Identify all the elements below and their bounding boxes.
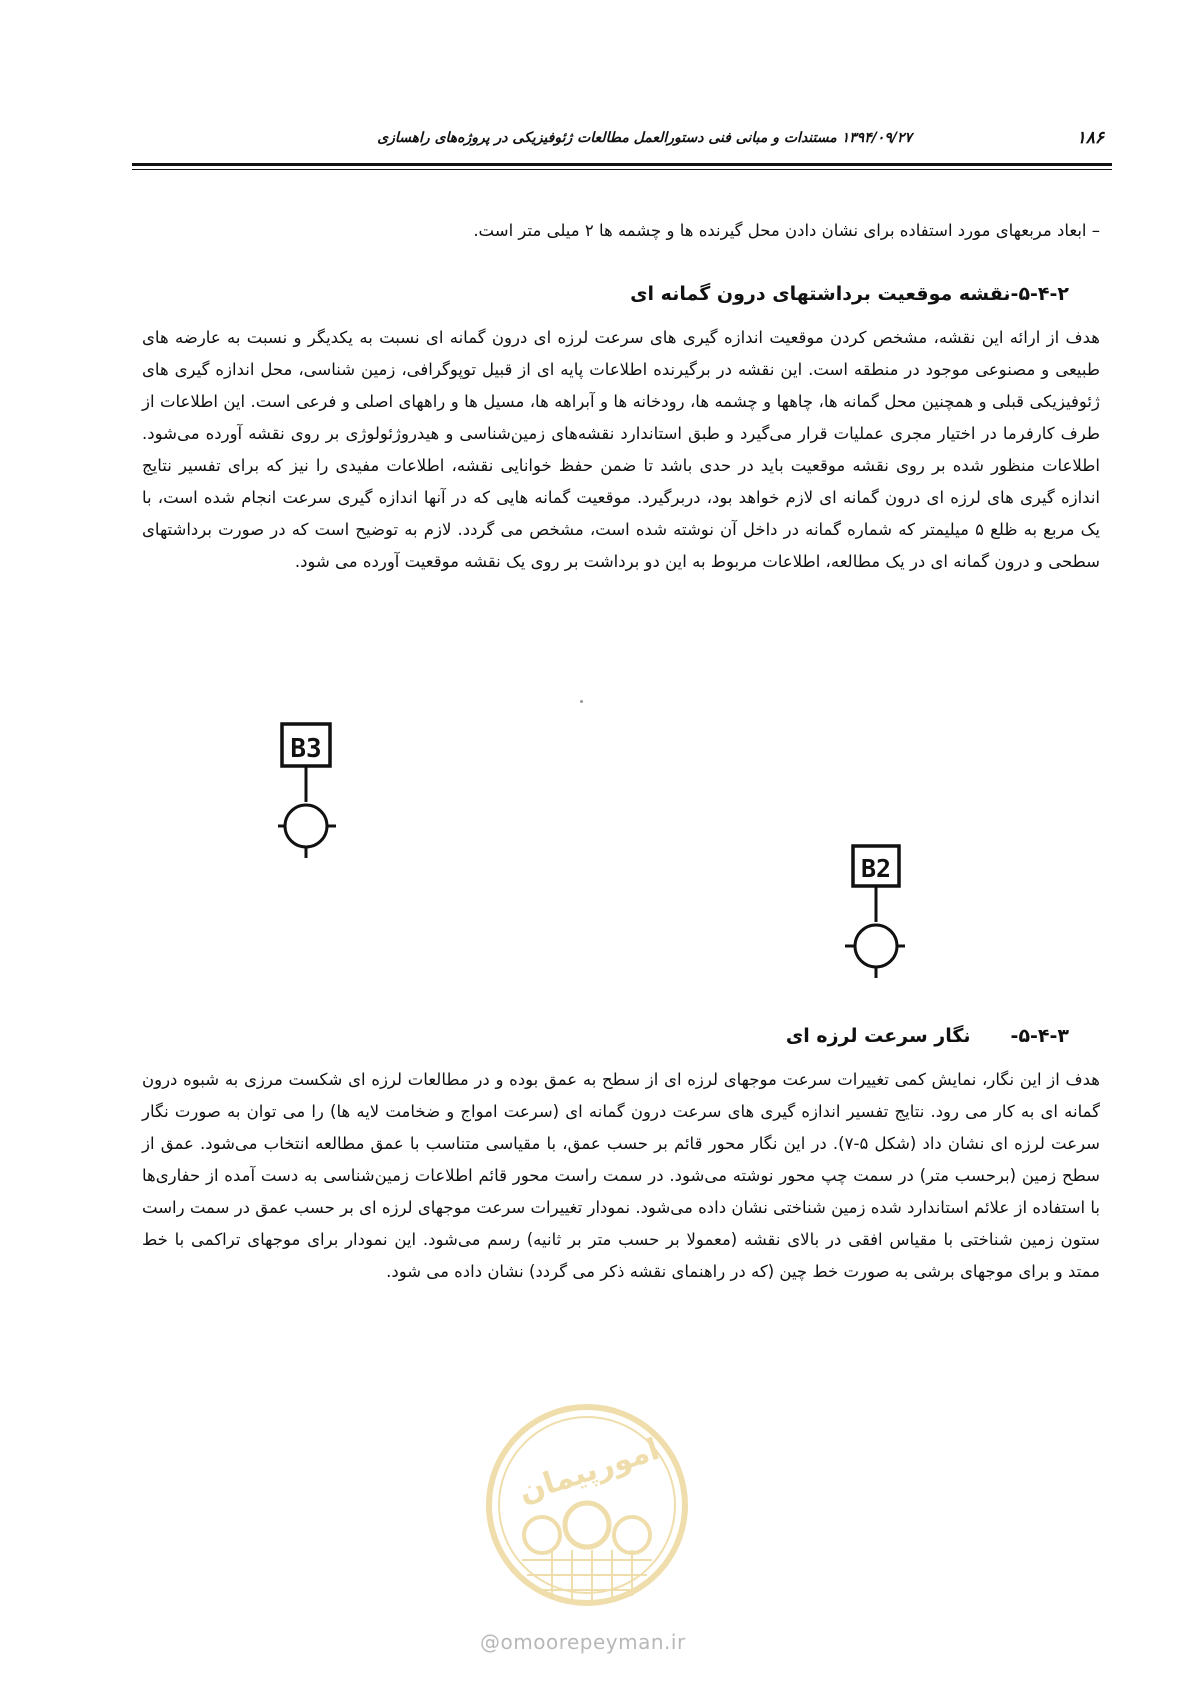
- header-rule-thick: [132, 163, 1112, 166]
- b3-label: B3: [290, 734, 322, 764]
- borehole-symbol-b2: [845, 842, 945, 992]
- watermark-logo: [482, 1400, 692, 1610]
- page-number: ۱۸۶: [1076, 128, 1104, 148]
- section-number: ۵-۴-۳-: [1010, 1025, 1069, 1047]
- svg-text:امورپیمان: امورپیمان: [514, 1431, 664, 1511]
- section-heading-velocity-log: [786, 1025, 1069, 1047]
- section-title: نگار سرعت لرزه ای: [785, 1025, 971, 1047]
- page-header: [132, 118, 1112, 158]
- stray-dot: [580, 700, 583, 703]
- section-heading-borehole-map: ۵-۴-۲-نقشه موقعیت برداشتهای درون گمانه ای: [630, 283, 1069, 305]
- paragraph-velocity-log: هدف از این نگار، نمایش کمی تغییرات سرعت موجهای لرزه ای از سطح به عمق بوده و در مطالعات لرزه ای شکست مرزی به شبوه درون گمانه ای به کار می رود. نتایج تفسیر اندازه گیری های سرعت درون گمانه ای (سرعت امواج و ضخامت لایه ها) را می توان به صورت نگار سرعت لرزه ای نشان داد (شکل ۵-۷). در این نگار محور قائم بر حسب عمق، با مقیاسی متناسب با عمق مطالعه انتخاب می‌شود. عمق از سطح زمین (برحسب متر) در سمت چپ محور نوشته می‌شود. در سمت راست محور قائم اطلاعات زمین‌شناسی به دست آمده از حفاری‌ها با استفاده از علائم استاندارد شده زمین شناختی نشان داده می‌شود. نمودار تغییرات سرعت موجهای لرزه ای بر حسب عمق در سمت راست ستون زمین شناختی با مقیاس افقی در بالای نقشه (معمولا بر حسب متر بر ثانیه) رسم می‌شود. این نمودار برای موجهای تراکمی با خط ممتد و برای موجهای برشی به صورت خط چین (که در راهنمای نقشه ذکر می گردد) نشان داده می شود.: [142, 1070, 1101, 1281]
- watermark-url: @omoorepeyman.ir: [480, 1630, 686, 1654]
- paragraph-borehole-map: هدف از ارائه این نقشه، مشخص کردن موقعیت اندازه گیری های سرعت لرزه ای درون گمانه ای نسبت به یکدیگر و نسبت به عارضه های طبیعی و مصنوعی موجود در منطقه است. این نقشه در برگیرنده اطلاعات پایه ای از قبیل توپوگرافی، زمین شناسی، محل اندازه گیری های ژئوفیزیکی قبلی و همچنین محل گمانه ها، چاهها و چشمه ها، رودخانه ها و آبراهه ها، مسیل ها و راههای اصلی و فرعی است. این اطلاعات از طرف کارفرما در اختیار مجری عملیات قرار می‌گیرد و طبق استاندارد نقشه‌های زمین‌شناسی و هیدروژئولوژی بر روی نقشه آورده می‌شود. اطلاعات منظور شده بر روی نقشه موقعیت باید در حدی باشد تا ضمن حفظ خوانایی نقشه، اطلاعات مفیدی را نیز که برای تفسیر نتایج اندازه گیری های لرزه ای درون گمانه ای لازم خواهد بود، دربرگیرد. موقعیت گمانه هایی که در آنها اندازه گیری سرعت انجام شده است، با یک مربع به ظلع ۵ میلیمتر که شماره گمانه در داخل آن نوشته شده است، مشخص می گردد. لازم به توضیح است که در صورت برداشتهای سطحی و درون گمانه ای در یک مطالعه، اطلاعات مربوط به این دو برداشت بر روی یک نقشه موقعیت آورده می شود.: [142, 328, 1100, 571]
- borehole-symbol-b3: [278, 720, 378, 870]
- bullet-item: – ابعاد مربعهای مورد استفاده برای نشان دادن محل گیرنده ها و چشمه ها ۲ میلی متر است.: [473, 221, 1100, 240]
- b2-label: B2: [860, 854, 892, 883]
- running-title: ۱۳۹۴/۰۹/۲۷ مستندات و مبانی فنی دستورالعمل مطالعات ژئوفیزیکی در پروژه‌های راهسازی: [377, 130, 912, 146]
- header-rule-thin: [132, 169, 1112, 170]
